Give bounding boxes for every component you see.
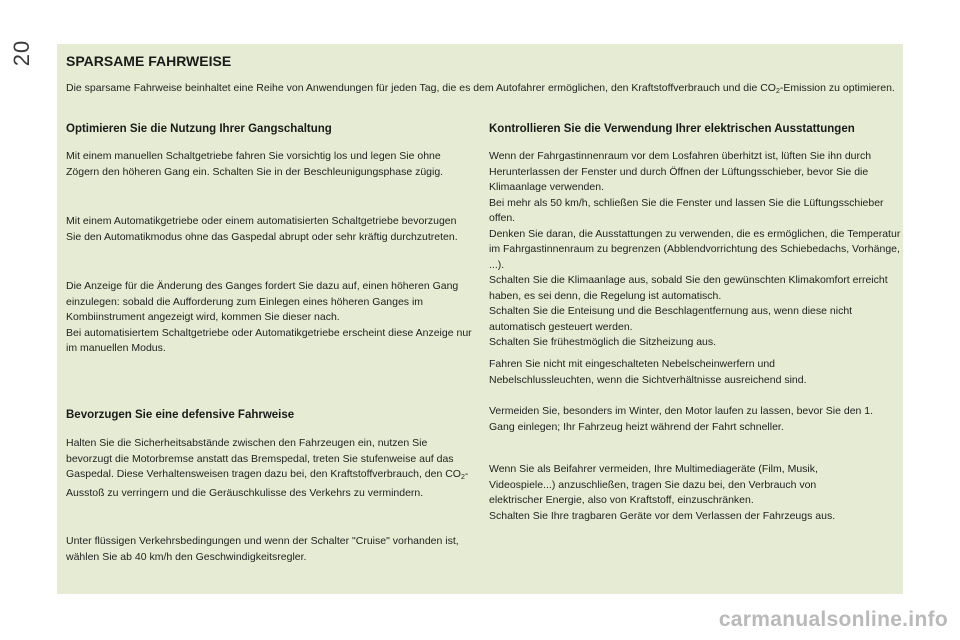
paragraph-fog-lights: Fahren Sie nicht mit eingeschalteten Nebelscheinwerfern und Nebelschlussleuchten, wenn die Sichtverhältnisse ausreichend sind.	[489, 358, 807, 386]
paragraph-defensive-driving	[66, 436, 476, 501]
multimedia-line-2: Schalten Sie Ihre tragbaren Geräte vor dem Verlassen der Fahrzeugs aus.	[489, 509, 836, 522]
intro-text-end: -Emission zu optimieren.	[779, 82, 895, 94]
paragraph-gear-indicator	[66, 279, 476, 357]
electrical-line-5: Schalten Sie die Enteisung und die Beschlagentfernung aus, wenn diese nicht automatisch gesteuert werden.	[489, 305, 853, 333]
electrical-line-3: Denken Sie daran, die Ausstattungen zu verwenden, die es ermöglichen, die Temperatur im Fahrgastinnenraum zu begrenzen (Abblendvorrichtung des Schiebedachs, Vorhänge, ...).	[489, 227, 901, 271]
paragraph-electrical-equipment	[489, 149, 904, 351]
intro-text: Die sparsame Fahrweise beinhaltet eine Reihe von Anwendungen für jeden Tag, die es dem Autofahrer ermöglichen, den Kraftstoffverbrauch und die CO	[66, 82, 776, 94]
electrical-line-1: Wenn der Fahrgastinnenraum vor dem Losfahren überhitzt ist, lüften Sie ihn durch Herunterlassen der Fenster und durch Öffnen der Lüftungsschieber, bevor Sie die Klimaanlage verwenden.	[489, 150, 872, 193]
paragraph-automatic-gearbox: Mit einem Automatikgetriebe oder einem automatisierten Schaltgetriebe bevorzugen Sie den Automatikmodus ohne das Gaspedal abrupt oder sehr kräftig durchzutreten.	[66, 215, 458, 243]
heading-gangschaltung: Optimieren Sie die Nutzung Ihrer Gangschaltung	[66, 123, 332, 135]
electrical-line-2: Bei mehr als 50 km/h, schließen Sie die Fenster und lassen Sie die Lüftungsschieber offen.	[489, 196, 884, 224]
intro-subscript: 2	[775, 88, 780, 95]
defensive-subscript: 2	[460, 474, 465, 481]
watermark: carmanualsonline.info	[718, 608, 948, 631]
paragraph-manual-gearbox: Mit einem manuellen Schaltgetriebe fahren Sie vorsichtig los und legen Sie ohne Zögern den höheren Gang ein. Schalten Sie in der Beschleunigungsphase zügig.	[66, 150, 444, 178]
paragraph-cruise-control: Unter flüssigen Verkehrsbedingungen und wenn der Schalter "Cruise" vorhanden ist, wählen Sie ab 40 km/h den Geschwindigkeitsregler.	[66, 535, 459, 563]
heading-defensive-fahrweise: Bevorzugen Sie eine defensive Fahrweise	[66, 409, 295, 421]
heading-elektrische-ausstattungen: Kontrollieren Sie die Verwendung Ihrer elektrischen Ausstattungen	[489, 123, 855, 135]
page-title: SPARSAME FAHRWEISE	[66, 53, 232, 69]
defensive-text-end: -Ausstoß zu verringern und die Geräuschkulisse des Verkehrs zu vermindern.	[66, 468, 469, 499]
electrical-line-4: Schalten Sie die Klimaanlage aus, sobald Sie den gewünschten Klimakomfort erreicht haben, es sei denn, die Regelung ist automatisch.	[489, 274, 888, 302]
electrical-line-6: Schalten Sie frühestmöglich die Sitzheizung aus.	[489, 336, 717, 348]
page-number: 20	[9, 39, 34, 67]
intro-paragraph	[66, 80, 896, 100]
paragraph-gear-indicator-a: Die Anzeige für die Änderung des Ganges fordert Sie dazu auf, einen höheren Gang einzulegen: sobald die Aufforderung zum Einlegen eines höheren Ganges im Kombiinstrument angezeigt wird, kommen Sie dieser nach.	[66, 280, 459, 323]
defensive-text: Halten Sie die Sicherheitsabstände zwischen den Fahrzeugen ein, nutzen Sie bevorzugt die Motorbremse anstatt das Bremspedal, treten Sie stufenweise auf das Gaspedal. Diese Verhaltensweisen tragen dazu bei, den Kraftstoffverbrauch, den CO	[66, 437, 461, 480]
paragraph-engine-idle: Vermeiden Sie, besonders im Winter, den Motor laufen zu lassen, bevor Sie den 1. Gang einlegen; Ihr Fahrzeug heizt während der Fahrt schneller.	[489, 405, 874, 433]
paragraph-multimedia	[489, 462, 869, 524]
multimedia-line-1: Wenn Sie als Beifahrer vermeiden, Ihre Multimediageräte (Film, Musik, Videospiele...) anzuschließen, tragen Sie dazu bei, den Verbrauch von elektrischer Energie, also von Kraftstoff, einzuschränken.	[489, 463, 818, 506]
paragraph-gear-indicator-b: Bei automatisiertem Schaltgetriebe oder Automatikgetriebe erscheint diese Anzeige nur im manuellen Modus.	[66, 326, 472, 354]
